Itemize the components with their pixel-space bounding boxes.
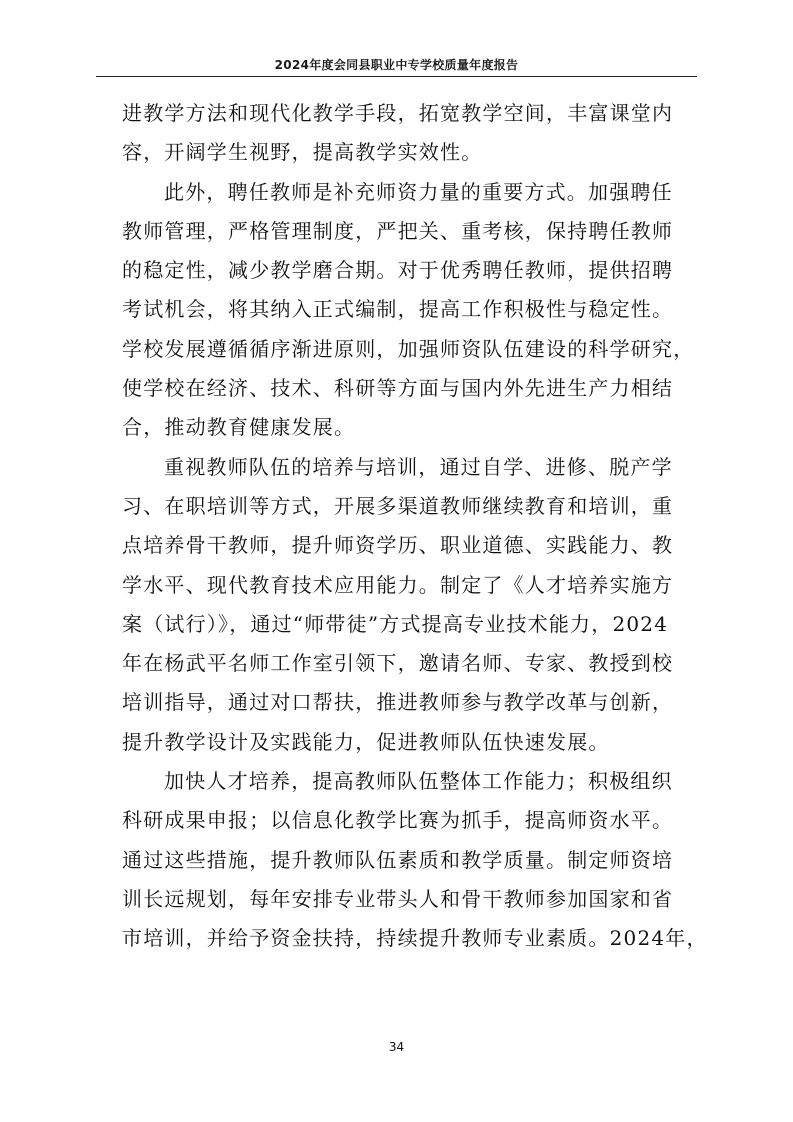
text-line: 的稳定性，减少教学磨合期。对于优秀聘任教师，提供招聘 xyxy=(122,258,674,283)
text-line: 训长远规划，每年安排专业带头人和骨干教师参加国家和省 xyxy=(122,886,674,911)
text-line: 培训指导，通过对口帮扶，推进教师参与教学改革与创新， xyxy=(122,690,674,715)
running-header: 2024年度会同县职业中专学校质量年度报告 xyxy=(274,58,519,72)
text-line: 教师管理，严格管理制度，严把关、重考核，保持聘任教师 xyxy=(122,218,674,243)
text-line: 市培训，并给予资金扶持，持续提升教师专业素质。2024年， xyxy=(122,926,708,951)
text-line: 使学校在经济、技术、科研等方面与国内外先进生产力相结 xyxy=(122,376,674,401)
text-line: 通过这些措施，提升教师队伍素质和教学质量。制定师资培 xyxy=(122,847,674,872)
header-divider xyxy=(96,76,697,77)
text-line: 习、在职培训等方式，开展多渠道教师继续教育和培训，重 xyxy=(122,493,674,518)
paragraph-first-line: 重视教师队伍的培养与培训，通过自学、进修、脱产学 xyxy=(164,454,673,479)
text-line: 年在杨武平名师工作室引领下，邀请名师、专家、教授到校 xyxy=(122,651,674,676)
paragraph-first-line: 加快人才培养，提高教师队伍整体工作能力；积极组织 xyxy=(164,769,673,794)
text-line: 科研成果申报；以信息化教学比赛为抓手，提高师资水平。 xyxy=(122,808,674,833)
body-text xyxy=(122,94,708,959)
text-line: 点培养骨干教师，提升师资学历、职业道德、实践能力、教 xyxy=(122,533,674,558)
text-line: 提升教学设计及实践能力，促进教师队伍快速发展。 xyxy=(122,729,610,754)
text-line: 考试机会，将其纳入正式编制，提高工作积极性与稳定性。 xyxy=(122,297,674,322)
text-line: 案（试行）》，通过“师带徒”方式提高专业技术能力，2024 xyxy=(122,611,669,636)
page-number: 34 xyxy=(388,1040,405,1054)
text-line: 进教学方法和现代化教学手段，拓宽教学空间，丰富课堂内 xyxy=(122,101,674,125)
paragraph-first-line: 此外，聘任教师是补充师资力量的重要方式。加强聘任 xyxy=(164,179,673,204)
text-line: 容，开阔学生视野，提高教学实效性。 xyxy=(122,140,483,165)
text-line: 学校发展遵循循序渐进原则，加强师资队伍建设的科学研究， xyxy=(122,336,695,361)
text-line: 合，推动教育健康发展。 xyxy=(122,415,356,440)
text-line: 学水平、现代教育技术应用能力。制定了《人才培养实施方 xyxy=(122,572,674,597)
